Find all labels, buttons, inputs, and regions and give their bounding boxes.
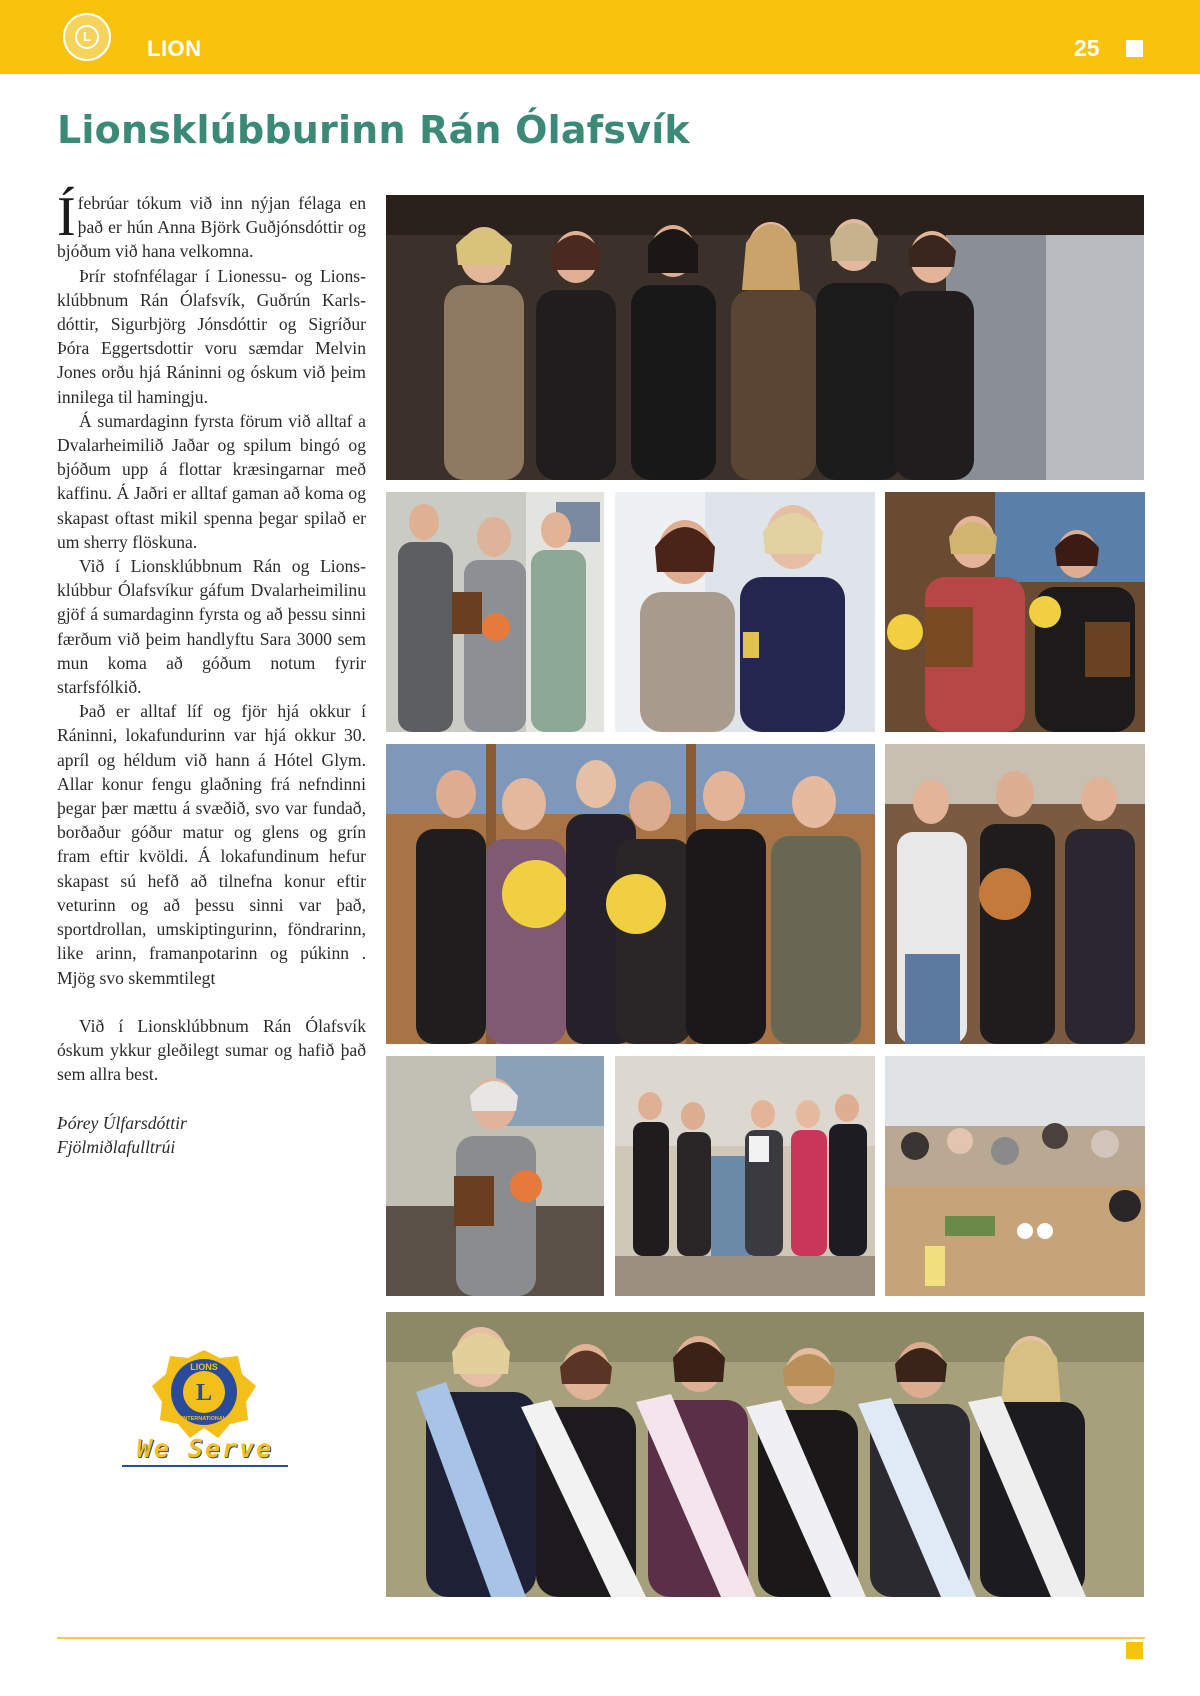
paragraph-3: Á sumardaginn fyrsta förum við alltaf a Dvalarheimilið Jaðar og spilum bingó og bjóðum upp á flottar kræsingarnar með kaffinu. Á Jaðri er alltaf gaman að koma og skapast oftast mikil spenna þegar spilað er um sherry flöskuna. [57, 410, 366, 552]
photo-three-women-room [885, 744, 1145, 1044]
lions-emblem-icon [120, 1348, 288, 1438]
photo-group-handlift-gift [615, 1056, 875, 1296]
header-square-marker [1126, 40, 1143, 57]
drop-cap: Í [57, 186, 76, 248]
author-name: Þórey Úlfarsdóttir [57, 1113, 187, 1133]
lions-emblem-icon [63, 13, 111, 61]
paragraph-2: Þrír stofnfélagar í Lionessu- og Lionsklúbbnum Rán Ólafsvík, Guðrún Karlsdóttir, Sigurbjörg Jónsdóttir og Sigríður Þóra Eggertsdottir voru sæmdar Melvin Jones orðu hjá Ráninni og óskum við þeim innilega til hamingju. [57, 265, 366, 407]
photo-group-six-women [386, 195, 1144, 480]
article-title: Lionsklúbburinn Rán Ólafsvík [57, 108, 690, 152]
paragraph-1 [57, 186, 366, 264]
signature [57, 1111, 187, 1160]
photo-three-women-plaque [386, 492, 604, 732]
photo-two-women-flowers-plaques [885, 492, 1145, 732]
paragraph-6: Við í Lionsklúbbnum Rán Ólafsvík óskum ykkur gleðilegt sumar og hafið það sem allra best. [57, 1015, 366, 1085]
photo-bingo-tables [885, 1056, 1145, 1296]
page-number: 25 [1074, 35, 1100, 61]
lions-emblem-letter: L [75, 25, 99, 49]
footer-rule [57, 1637, 1145, 1639]
we-serve-underline [122, 1465, 288, 1467]
paragraph-1-text: febrúar tókum við inn nýjan félaga en það er hún Anna Björk Guðjónsdóttir og bjóðum við hana velkomna. [57, 193, 366, 262]
lions-ring-text: LIONS [190, 1362, 218, 1372]
magazine-name: LION [147, 36, 202, 61]
author-role: Fjölmiðlafulltrúi [57, 1137, 176, 1158]
we-serve-motto: We Serve [136, 1434, 274, 1463]
paragraph-4: Við í Lionsklúbbnum Rán og Lionsklúbbur Ólafsvíkur gáfum Dvalarheimilinu gjöf á sumardaginn fyrsta og að þessu sinni færðum við þeim handlyftu Sara 3000 sem mun koma að góðum notum fyrir starfsfólkið. [57, 556, 366, 698]
photo-women-with-sashes [386, 1312, 1144, 1597]
paragraph-5: Það er alltaf líf og fjör hjá okkur í Ráninni, lokafundurinn var hjá okkur 30. apríl og héldum við hann á Hótel Glym. Allar konur fengu glaðning frá nefndinni þegar þær mættu á svæðið, svo var fundað, borðaður góður matur og glens og grín fram eftir kvöldi. Á lokafundinum hefur skapast sú hefð að tilnefna konur eftir veturinn og að þessu sinni var það, sportdrollan, umskiptingurinn, föndrarinn, like arinn, framanpotarinn og púkinn . Mjög svo skemmtilegt [57, 701, 366, 988]
page-header [0, 0, 1200, 74]
photo-six-women-flowers [386, 744, 875, 1044]
photo-woman-with-plaque [386, 1056, 604, 1296]
photo-two-women-award [615, 492, 875, 732]
article-body [57, 186, 366, 1086]
lions-emblem-letter: L [195, 1380, 213, 1406]
lions-ring-bottom-text: INTERNATIONAL [181, 1416, 227, 1422]
footer-square-marker [1126, 1642, 1143, 1659]
